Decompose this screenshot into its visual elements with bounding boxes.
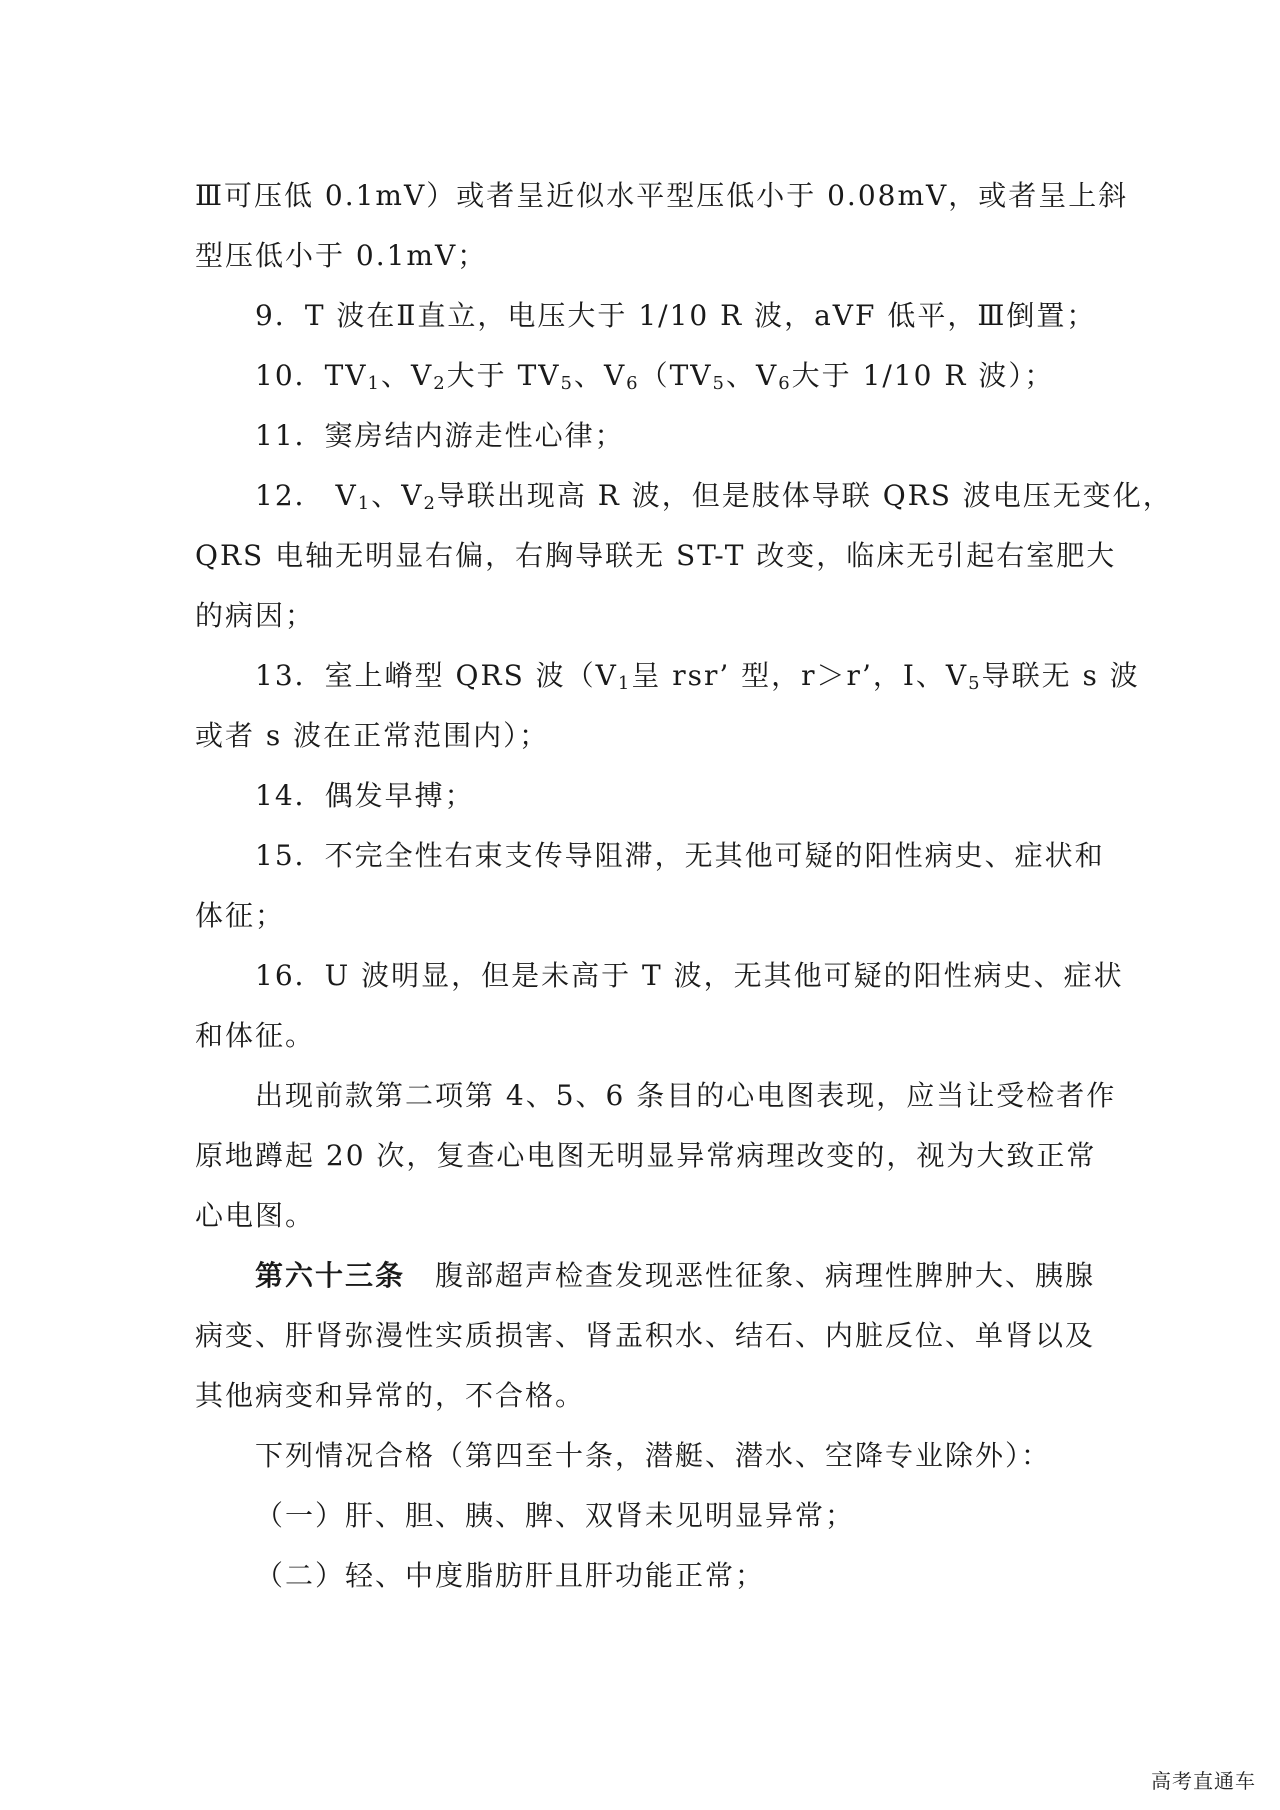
article-63-heading: 第六十三条 (255, 1259, 406, 1292)
article-63-cont-2: 其他病变和异常的，不合格。 (195, 1379, 586, 1412)
item-16: 16．U 波明显，但是未高于 T 波，无其他可疑的阳性病史、症状 (255, 959, 1124, 992)
item-12: 12． $V_1$、$V_2$导联出现高 R 波，但是肢体导联 QRS 波电压无变化， (255, 479, 1173, 514)
item-15: 15．不完全性右束支传导阻滞，无其他可疑的阳性病史、症状和 (255, 839, 1105, 872)
paragraph-squat-test: 出现前款第二项第 4、5、6 条目的心电图表现，应当让受检者作 (255, 1079, 1117, 1112)
paragraph-squat-test-cont-2: 心电图。 (195, 1199, 316, 1232)
item-9: 9．T 波在Ⅱ直立，电压大于 1/10 R 波，aVF 低平，Ⅲ倒置； (255, 299, 1097, 332)
item-13: 13．室上嵴型 QRS 波（$V_1$呈 rsr’ 型，r＞r’，I、$V_5$导联无 s 波 (255, 659, 1140, 694)
item-16-cont: 和体征。 (195, 1019, 316, 1052)
item-13-cont: 或者 s 波在正常范围内）； (195, 719, 550, 752)
watermark-text: 高考直通车 (1151, 1769, 1256, 1793)
document-body (195, 166, 1173, 1606)
item-12-cont-1: QRS 电轴无明显右偏，右胸导联无 ST-T 改变，临床无引起右室肥大 (195, 539, 1117, 572)
item-11: 11．窦房结内游走性心律； (255, 419, 625, 452)
article-63: 第六十三条 腹部超声检查发现恶性征象、病理性脾肿大、胰腺 (255, 1259, 1096, 1292)
item-14: 14．偶发早搏； (255, 779, 475, 812)
qualified-conditions-intro: 下列情况合格（第四至十条，潜艇、潜水、空降专业除外）： (255, 1439, 1052, 1472)
item-10: 10．$TV_1$、$V_2$大于 $TV_5$、$V_6(TV_5$、$V_6$大于 1/10 R 波）； (255, 359, 1055, 394)
text-line-2: 型压低小于 0.1mV； (195, 239, 488, 272)
article-63-cont-1: 病变、肝肾弥漫性实质损害、肾盂积水、结石、内脏反位、单肾以及 (195, 1319, 1096, 1352)
condition-1: （一）肝、胆、胰、脾、双肾未见明显异常； (255, 1499, 856, 1532)
condition-2: （二）轻、中度脂肪肝且肝功能正常； (255, 1559, 766, 1592)
text-line-1: Ⅲ可压低 0.1mV）或者呈近似水平型压低小于 0.08mV，或者呈上斜 (195, 179, 1129, 212)
item-12-cont-2: 的病因； (195, 599, 316, 632)
item-15-cont: 体征； (195, 899, 286, 932)
paragraph-squat-test-cont-1: 原地蹲起 20 次，复查心电图无明显异常病理改变的，视为大致正常 (195, 1139, 1097, 1172)
